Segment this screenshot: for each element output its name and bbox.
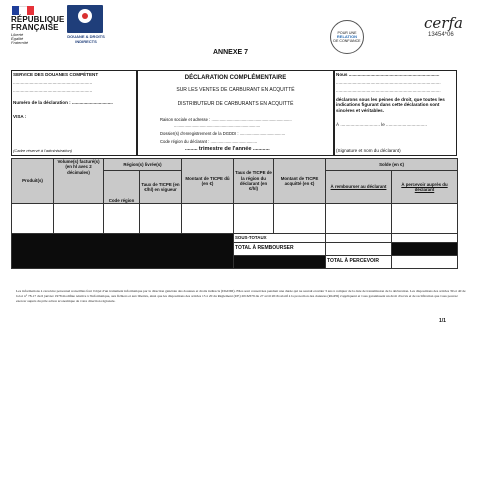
distributeur-label: DISTRIBUTEUR DE CARBURANTS EN ACQUITTÉ — [177, 101, 294, 107]
cell-montant-acquitte[interactable] — [274, 204, 326, 234]
douane-logo — [67, 5, 103, 33]
trimestre-line: ......... trimestre de l'année ............ — [185, 146, 270, 152]
sous-total-percevoir[interactable] — [392, 234, 458, 243]
annexe-title: ANNEXE 7 — [213, 49, 249, 56]
service-label: SERVICE DES DOUANES COMPÉTENT — [13, 72, 99, 77]
total-rembourser-blocked — [392, 243, 458, 256]
header-rembourser: À rembourser au déclarant — [326, 171, 392, 204]
dossier-enregistrement: Dossier(s) d'enregistrement de la DGDDI : ....................................... — [160, 131, 286, 136]
page-number: 1/1 — [439, 318, 446, 324]
header-volume: Volume(s) facturé(s) (en hl avec 2 décimales) — [54, 159, 104, 204]
declaration-subtitle: SUR LES VENTES DE CARBURANT EN ACQUITTÉ — [176, 87, 295, 93]
relation-confiance-badge: POUR UNE RELATION DE CONFIANCE — [330, 20, 364, 54]
sous-total-rembourser[interactable] — [326, 234, 392, 243]
blocked-area — [12, 234, 234, 269]
cell-produit[interactable] — [12, 204, 54, 234]
service-dots-2: .............................................................. — [13, 88, 93, 93]
header-code-region: Code région — [104, 171, 140, 204]
cell-rembourser[interactable] — [326, 204, 392, 234]
lieu-date-line: À ............................... le ................................ — [336, 122, 427, 127]
raison-sociale: Raison sociale et adresse : ..................................................................... — [160, 117, 292, 122]
declaration-statement: déclarons sous les peines de droit, que toutes les indications figurant dans cette déclaration sont sincères et véritables. — [336, 97, 445, 113]
motto: Liberté Égalité Fraternité — [11, 32, 29, 45]
signature-label: (Signature et nom du déclarant) — [336, 148, 401, 153]
french-flag-icon — [12, 6, 34, 15]
total-rembourser-label: TOTAL À REMBOURSER — [234, 243, 326, 256]
declaration-title: DÉCLARATION COMPLÉMENTAIRE — [184, 75, 287, 81]
cerfa-logo: cerfa — [424, 14, 463, 32]
republique-francaise-logo: RÉPUBLIQUE FRANÇAISE — [11, 15, 65, 32]
cell-percevoir[interactable] — [392, 204, 458, 234]
total-percevoir-blocked — [234, 256, 326, 269]
header-produits: Produit(s) — [12, 159, 54, 204]
header-regions: Région(s) livrée(s) — [104, 159, 182, 171]
cell-taux-region[interactable] — [234, 204, 274, 234]
nous-line: Nous ....................................................................... — [336, 72, 440, 77]
nous-dots-1: .................................................................................. — [336, 80, 441, 85]
douane-logo-text: DOUANE & DROITS INDIRECTS — [67, 34, 105, 44]
cerfa-number: 13454*06 — [428, 32, 454, 38]
header-montant-ticpe: Montant de TICPE dû (en €) — [182, 159, 234, 204]
declaration-number: Numéro de la déclaration : ................................ — [13, 100, 113, 105]
header-percevoir: À percevoir auprès du déclarant — [392, 171, 458, 204]
sous-totaux-label: SOUS-TOTAUX — [234, 234, 326, 243]
nous-dots-2: .................................................................................. — [336, 88, 441, 93]
privacy-notice: Les informations à caractère personnel recueillies font l'objet d'un traitement informatique par la direction générale des douanes et droits indirects (DGDDI). Elles sont conservées pendant une durée qui ne saurait excéder 3 ans à compter de la date de transmission de la déclaration. Les dispositions des articles 39 et 40 de la loi n° 78-17 du 6 janvier 1978 modifiée relative à l'informatique, aux fichiers et aux libertés, ainsi que les dispositions des articles 15 à 20 du Règlement (UE) 2016/679 du 27 avril 2016 relatif à la protection des données (RGPD) s'appliquent et vous garantissent un droit d'accès et de rectification que vous pouvez exercer auprès du pôle action économique de votre direction régionale. — [16, 289, 466, 303]
header-taux-ticpe: Taux de TICPE (en €/hl) en vigueur — [140, 171, 182, 204]
total-percevoir-label: TOTAL À PERCEVOIR — [326, 256, 392, 269]
header-montant-acquitte: Montant de TICPE acquitté (en €) — [274, 159, 326, 204]
service-dots-1: .............................................................. — [13, 80, 93, 85]
header-solde: Solde (en €) — [326, 159, 458, 171]
cell-montant-ticpe[interactable] — [182, 204, 234, 234]
cell-taux-ticpe[interactable] — [140, 204, 182, 234]
header-taux-region: Taux de TICPE de la région du déclarant (en €/hl) — [234, 159, 274, 204]
code-region-declarant: Code région du déclarant : ........................................ — [160, 139, 258, 144]
cell-code-region[interactable] — [104, 204, 140, 234]
total-percevoir-value[interactable] — [392, 256, 458, 269]
visa-label: VISA : — [13, 114, 27, 119]
cell-volume[interactable] — [54, 204, 104, 234]
total-rembourser-value[interactable] — [326, 243, 392, 256]
admin-reserved-note: (Cadre réservé à l'administration) — [13, 148, 73, 153]
raison-sociale-dots: .......................................................................... — [174, 123, 261, 128]
declaration-table — [11, 158, 458, 269]
